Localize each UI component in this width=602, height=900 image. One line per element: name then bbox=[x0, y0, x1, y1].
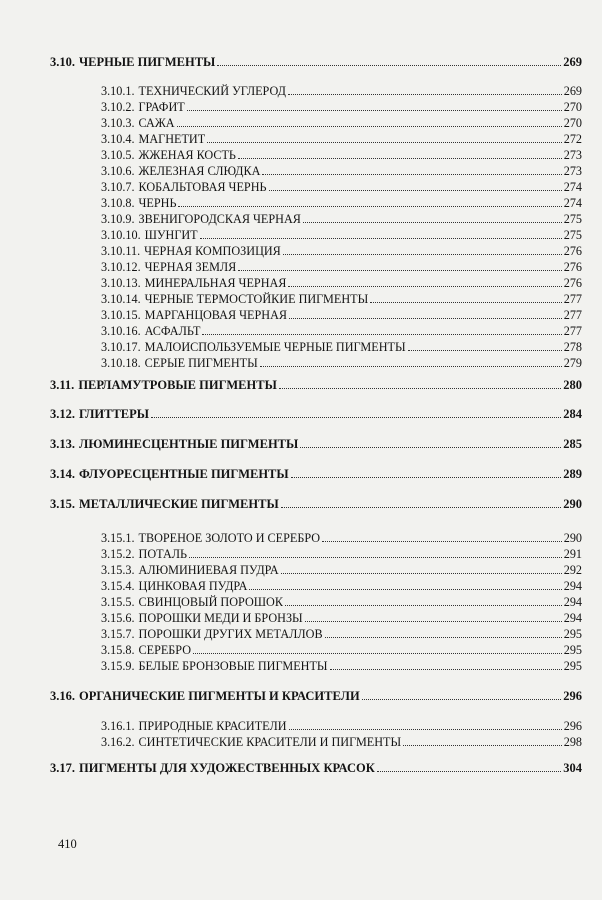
toc-subsection-entry bbox=[101, 243, 582, 259]
toc-entry-number: 3.10.13. bbox=[101, 276, 141, 290]
toc-subsection-entry bbox=[101, 546, 582, 562]
toc-entry-number: 3.10.18. bbox=[101, 356, 141, 370]
toc-entry-title: СЕРЕБРО bbox=[138, 643, 192, 657]
toc-subsection-entry bbox=[101, 147, 582, 163]
toc-entry-page: 291 bbox=[563, 547, 582, 561]
toc-entry-title: АЛЮМИНИЕВАЯ ПУДРА bbox=[138, 563, 279, 577]
toc-entry-page: 275 bbox=[563, 228, 582, 242]
toc-entry-number: 3.16.1. bbox=[101, 719, 135, 733]
toc-entry-title: МЕТАЛЛИЧЕСКИЕ ПИГМЕНТЫ bbox=[79, 497, 279, 511]
toc-subsection-entry bbox=[101, 594, 582, 610]
toc-entry-title: БЕЛЫЕ БРОНЗОВЫЕ ПИГМЕНТЫ bbox=[138, 659, 328, 673]
toc-section-entry bbox=[50, 406, 582, 422]
toc-entry-title: САЖА bbox=[138, 116, 175, 130]
dot-leader bbox=[217, 65, 561, 66]
dot-leader bbox=[238, 158, 562, 159]
toc-entry-page: 270 bbox=[563, 100, 582, 114]
dot-leader bbox=[408, 350, 562, 351]
toc-entry-title: ПИГМЕНТЫ ДЛЯ ХУДОЖЕСТВЕННЫХ КРАСОК bbox=[79, 761, 375, 775]
toc-entry-number: 3.10. bbox=[50, 55, 75, 69]
toc-entry-title: СВИНЦОВЫЙ ПОРОШОК bbox=[138, 595, 283, 609]
toc-section-entry bbox=[50, 688, 582, 704]
toc-entry-number: 3.15.4. bbox=[101, 579, 135, 593]
toc-entry-number: 3.14. bbox=[50, 467, 75, 481]
toc-entry-page: 278 bbox=[563, 340, 582, 354]
dot-leader bbox=[288, 94, 562, 95]
toc-entry-number: 3.10.3. bbox=[101, 116, 135, 130]
dot-leader bbox=[178, 206, 561, 207]
toc-entry-title: ЗВЕНИГОРОДСКАЯ ЧЕРНАЯ bbox=[138, 212, 301, 226]
toc-subsection-entry bbox=[101, 355, 582, 371]
toc-entry-page: 277 bbox=[563, 292, 582, 306]
toc-entry-page: 276 bbox=[563, 244, 582, 258]
toc-entry-page: 270 bbox=[563, 116, 582, 130]
toc-entry-number: 3.10.17. bbox=[101, 340, 141, 354]
dot-leader bbox=[269, 190, 562, 191]
dot-leader bbox=[362, 699, 562, 700]
toc-subsection-entry bbox=[101, 211, 582, 227]
dot-leader bbox=[281, 573, 562, 574]
dot-leader bbox=[262, 174, 561, 175]
toc-subsection-entry bbox=[101, 718, 582, 734]
toc-entry-number: 3.16. bbox=[50, 689, 75, 703]
toc-section-entry bbox=[50, 496, 582, 512]
toc-subsection-entry bbox=[101, 275, 582, 291]
toc-subsection-entry bbox=[101, 578, 582, 594]
toc-entry-page: 295 bbox=[563, 627, 582, 641]
toc-section-entry bbox=[50, 54, 582, 70]
toc-entry-title: ЧЕРНЫЕ ПИГМЕНТЫ bbox=[79, 55, 216, 69]
toc-entry-page: 294 bbox=[563, 595, 582, 609]
toc-entry-title: ПОРОШКИ ДРУГИХ МЕТАЛЛОВ bbox=[138, 627, 323, 641]
toc-entry-title: СЕРЫЕ ПИГМЕНТЫ bbox=[144, 356, 258, 370]
toc-subsection-entry bbox=[101, 734, 582, 750]
toc-entry-number: 3.15.5. bbox=[101, 595, 135, 609]
toc-entry-page: 284 bbox=[563, 407, 582, 421]
dot-leader bbox=[200, 238, 562, 239]
toc-entry-page: 269 bbox=[563, 84, 582, 98]
toc-entry-number: 3.10.2. bbox=[101, 100, 135, 114]
toc-entry-number: 3.15.8. bbox=[101, 643, 135, 657]
toc-entry-title: ЧЕРНАЯ ЗЕМЛЯ bbox=[144, 260, 237, 274]
dot-leader bbox=[249, 589, 561, 590]
dot-leader bbox=[305, 621, 562, 622]
toc-subsection-entry bbox=[101, 658, 582, 674]
toc-entry-number: 3.15.9. bbox=[101, 659, 135, 673]
toc-entry-title: ГЛИТТЕРЫ bbox=[79, 407, 150, 421]
toc-entry-title: МАГНЕТИТ bbox=[138, 132, 206, 146]
dot-leader bbox=[303, 222, 562, 223]
toc-entry-number: 3.10.11. bbox=[101, 244, 141, 258]
toc-section-entry bbox=[50, 377, 582, 393]
toc-entry-number: 3.10.9. bbox=[101, 212, 135, 226]
dot-leader bbox=[238, 270, 561, 271]
toc-subsection-entry bbox=[101, 83, 582, 99]
toc-entry-title: ПЕРЛАМУТРОВЫЕ ПИГМЕНТЫ bbox=[78, 378, 277, 392]
toc-entry-page: 275 bbox=[563, 212, 582, 226]
toc-section-entry bbox=[50, 466, 582, 482]
toc-entry-page: 289 bbox=[563, 467, 582, 481]
dot-leader bbox=[279, 388, 561, 389]
toc-subsection-entry bbox=[101, 642, 582, 658]
toc-subsection-entry bbox=[101, 626, 582, 642]
toc-entry-number: 3.10.8. bbox=[101, 196, 135, 210]
toc-entry-page: 276 bbox=[563, 276, 582, 290]
toc-section-entry bbox=[50, 760, 582, 776]
toc-entry-title: ШУНГИТ bbox=[144, 228, 198, 242]
toc-entry-page: 294 bbox=[563, 611, 582, 625]
toc-entry-title: ТЕХНИЧЕСКИЙ УГЛЕРОД bbox=[138, 84, 286, 98]
toc-entry-page: 273 bbox=[563, 148, 582, 162]
toc-entry-number: 3.10.6. bbox=[101, 164, 135, 178]
toc-entry-number: 3.15. bbox=[50, 497, 75, 511]
toc-entry-page: 279 bbox=[563, 356, 582, 370]
dot-leader bbox=[177, 126, 562, 127]
toc-entry-number: 3.10.4. bbox=[101, 132, 135, 146]
toc-subsection-entry bbox=[101, 115, 582, 131]
toc-entry-page: 269 bbox=[563, 55, 582, 69]
toc-entry-page: 295 bbox=[563, 659, 582, 673]
toc-entry-number: 3.16.2. bbox=[101, 735, 135, 749]
toc-subsection-entry bbox=[101, 291, 582, 307]
toc-entry-number: 3.12. bbox=[50, 407, 75, 421]
dot-leader bbox=[289, 729, 562, 730]
toc-entry-number: 3.10.12. bbox=[101, 260, 141, 274]
toc-subsection-entry bbox=[101, 323, 582, 339]
toc-entry-page: 295 bbox=[563, 643, 582, 657]
toc-entry-page: 294 bbox=[563, 579, 582, 593]
toc-entry-title: ТВОРЕНОЕ ЗОЛОТО И СЕРЕБРО bbox=[138, 531, 321, 545]
toc-entry-title: ЖЕЛЕЗНАЯ СЛЮДКА bbox=[138, 164, 261, 178]
toc-entry-page: 276 bbox=[563, 260, 582, 274]
dot-leader bbox=[291, 477, 562, 478]
toc-subsection-entry bbox=[101, 163, 582, 179]
dot-leader bbox=[187, 110, 562, 111]
toc-subsection-entry bbox=[101, 227, 582, 243]
toc-entry-number: 3.15.2. bbox=[101, 547, 135, 561]
toc-section-entry bbox=[50, 436, 582, 452]
toc-entry-title: ПОРОШКИ МЕДИ И БРОНЗЫ bbox=[138, 611, 303, 625]
toc-entry-number: 3.10.5. bbox=[101, 148, 135, 162]
dot-leader bbox=[403, 745, 562, 746]
toc-entry-title: КОБАЛЬТОВАЯ ЧЕРНЬ bbox=[138, 180, 267, 194]
toc-entry-number: 3.15.6. bbox=[101, 611, 135, 625]
dot-leader bbox=[300, 447, 561, 448]
toc-entry-title: ЧЕРНЬ bbox=[138, 196, 177, 210]
toc-subsection-entry bbox=[101, 339, 582, 355]
toc-subsection-entry bbox=[101, 307, 582, 323]
toc-subsection-entry bbox=[101, 610, 582, 626]
toc-entry-title: СИНТЕТИЧЕСКИЕ КРАСИТЕЛИ И ПИГМЕНТЫ bbox=[138, 735, 402, 749]
toc-entry-title: ЧЕРНАЯ КОМПОЗИЦИЯ bbox=[144, 244, 281, 258]
toc-entry-title: АСФАЛЬТ bbox=[144, 324, 201, 338]
toc-entry-number: 3.10.1. bbox=[101, 84, 135, 98]
toc-subsection-entry bbox=[101, 259, 582, 275]
toc-entry-title: ПОТАЛЬ bbox=[138, 547, 188, 561]
toc-entry-title: МАЛОИСПОЛЬЗУЕМЫЕ ЧЕРНЫЕ ПИГМЕНТЫ bbox=[144, 340, 406, 354]
toc-entry-title: ЖЖЕНАЯ КОСТЬ bbox=[138, 148, 236, 162]
toc-entry-number: 3.10.7. bbox=[101, 180, 135, 194]
dot-leader bbox=[322, 541, 562, 542]
toc-entry-page: 290 bbox=[563, 531, 582, 545]
dot-leader bbox=[283, 254, 562, 255]
toc-entry-page: 274 bbox=[563, 196, 582, 210]
dot-leader bbox=[377, 771, 561, 772]
toc-entry-title: МИНЕРАЛЬНАЯ ЧЕРНАЯ bbox=[144, 276, 287, 290]
toc-entry-number: 3.17. bbox=[50, 761, 75, 775]
dot-leader bbox=[207, 142, 562, 143]
toc-entry-number: 3.13. bbox=[50, 437, 75, 451]
toc-entry-page: 277 bbox=[563, 324, 582, 338]
toc-entry-number: 3.11. bbox=[50, 378, 75, 392]
toc-entry-title: МАРГАНЦОВАЯ ЧЕРНАЯ bbox=[144, 308, 288, 322]
toc-entry-page: 298 bbox=[563, 735, 582, 749]
toc-entry-number: 3.15.7. bbox=[101, 627, 135, 641]
dot-leader bbox=[151, 417, 561, 418]
toc-entry-page: 290 bbox=[563, 497, 582, 511]
page-number: 410 bbox=[58, 837, 77, 851]
toc-subsection-entry bbox=[101, 131, 582, 147]
toc-entry-number: 3.15.3. bbox=[101, 563, 135, 577]
dot-leader bbox=[325, 637, 562, 638]
toc-entry-title: ГРАФИТ bbox=[138, 100, 185, 114]
toc-entry-page: 296 bbox=[563, 689, 582, 703]
toc-subsection-entry bbox=[101, 99, 582, 115]
toc-subsection-entry bbox=[101, 179, 582, 195]
toc-entry-page: 285 bbox=[563, 437, 582, 451]
toc-entry-page: 280 bbox=[563, 378, 582, 392]
toc-entry-number: 3.10.15. bbox=[101, 308, 141, 322]
dot-leader bbox=[285, 605, 562, 606]
toc-entry-page: 304 bbox=[563, 761, 582, 775]
dot-leader bbox=[193, 653, 562, 654]
dot-leader bbox=[189, 557, 562, 558]
toc-entry-title: ФЛУОРЕСЦЕНТНЫЕ ПИГМЕНТЫ bbox=[79, 467, 289, 481]
toc-subsection-entry bbox=[101, 530, 582, 546]
toc-entry-page: 296 bbox=[563, 719, 582, 733]
toc-entry-page: 292 bbox=[563, 563, 582, 577]
toc-entry-page: 273 bbox=[563, 164, 582, 178]
toc-entry-number: 3.10.16. bbox=[101, 324, 141, 338]
dot-leader bbox=[330, 669, 562, 670]
dot-leader bbox=[281, 507, 562, 508]
dot-leader bbox=[288, 286, 561, 287]
toc-entry-number: 3.10.10. bbox=[101, 228, 141, 242]
toc-entry-page: 274 bbox=[563, 180, 582, 194]
dot-leader bbox=[370, 302, 562, 303]
toc-entry-number: 3.10.14. bbox=[101, 292, 141, 306]
toc-entry-title: ЦИНКОВАЯ ПУДРА bbox=[138, 579, 248, 593]
toc-entry-page: 272 bbox=[563, 132, 582, 146]
toc-entry-page: 277 bbox=[563, 308, 582, 322]
dot-leader bbox=[202, 334, 561, 335]
toc-entry-title: ПРИРОДНЫЕ КРАСИТЕЛИ bbox=[138, 719, 287, 733]
dot-leader bbox=[289, 318, 562, 319]
toc-entry-number: 3.15.1. bbox=[101, 531, 135, 545]
dot-leader bbox=[260, 366, 562, 367]
toc-subsection-entry bbox=[101, 562, 582, 578]
toc-entry-title: ОРГАНИЧЕСКИЕ ПИГМЕНТЫ И КРАСИТЕЛИ bbox=[79, 689, 360, 703]
toc-entry-title: ЛЮМИНЕСЦЕНТНЫЕ ПИГМЕНТЫ bbox=[79, 437, 299, 451]
toc-subsection-entry bbox=[101, 195, 582, 211]
toc-entry-title: ЧЕРНЫЕ ТЕРМОСТОЙКИЕ ПИГМЕНТЫ bbox=[144, 292, 369, 306]
